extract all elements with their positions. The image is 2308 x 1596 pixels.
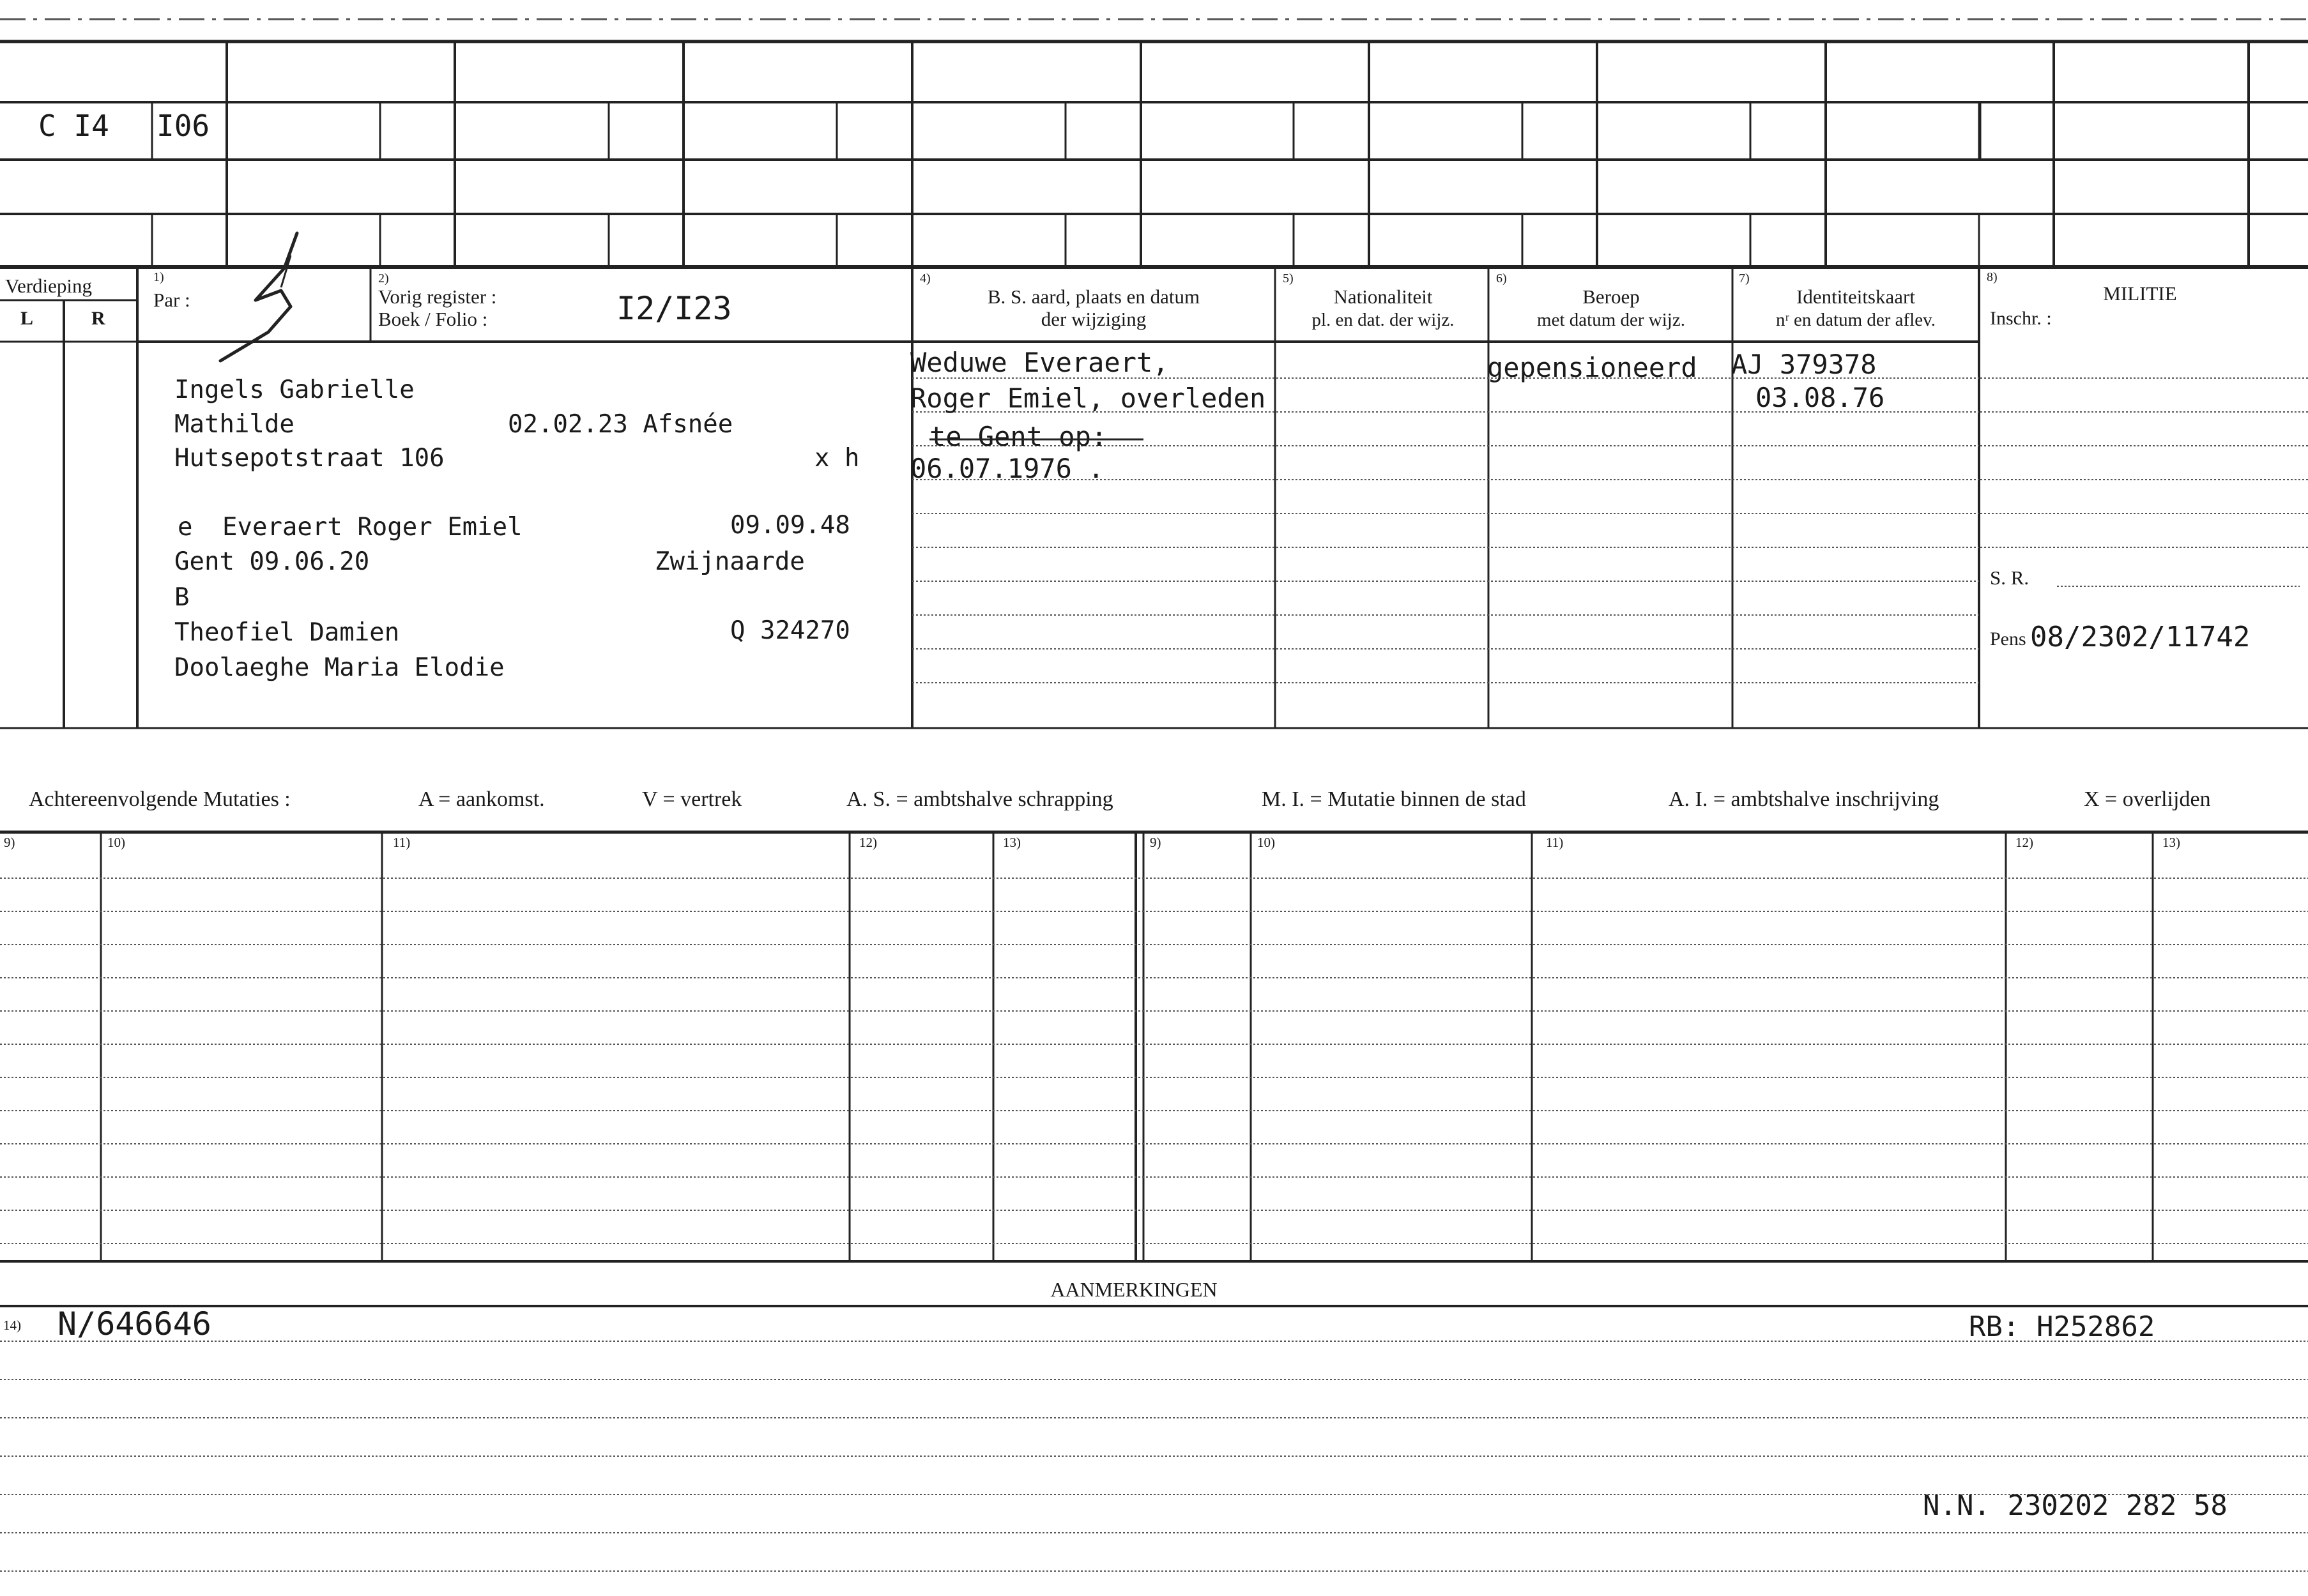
mutation-col-headers <box>4 835 2180 850</box>
marriage-date: 09.09.48 <box>730 511 850 540</box>
beroep-header-2: met datum der wijz. <box>1537 310 1685 330</box>
remarks-title: AANMERKINGEN <box>1050 1278 1218 1301</box>
mutation-col-13: 13) <box>1003 835 1021 850</box>
legend-as: A. S. = ambtshalve schrapping <box>846 787 1113 811</box>
remarks-reference: N/646646 <box>57 1305 211 1342</box>
mutation-col-12b: 12) <box>2015 835 2033 850</box>
person-address: Hutsepotstraat 106 <box>174 444 445 473</box>
id-card-number: AJ 379378 <box>1731 349 1877 380</box>
legend-ai: A. I. = ambtshalve inschrijving <box>1669 787 1939 811</box>
mother-name: Doolaeghe Maria Elodie <box>174 653 505 682</box>
nationaliteit-header-1: Nationaliteit <box>1333 285 1433 308</box>
id-card-date: 03.08.76 <box>1755 382 1885 413</box>
top-grid <box>0 42 2308 267</box>
remark-rules <box>0 1341 2308 1571</box>
note-7: 7) <box>1739 271 1750 285</box>
letter-b: B <box>174 583 190 612</box>
mutation-legend <box>29 787 2211 811</box>
person-mark: x h <box>814 444 860 473</box>
person-name-2: Mathilde <box>174 410 294 439</box>
legend-v: V = vertrek <box>642 787 742 811</box>
spouse-name: Everaert Roger Emiel <box>222 513 523 542</box>
bs-entry-1: Weduwe Everaert, <box>910 347 1169 378</box>
card-number: I06 <box>157 109 210 143</box>
legend-x: X = overlijden <box>2084 787 2211 811</box>
person-block <box>174 376 859 682</box>
inschr-label: Inschr. : <box>1990 308 2052 329</box>
remarks-nn: N.N. 230202 282 58 <box>1923 1489 2228 1522</box>
col-l-label: L <box>20 308 34 329</box>
bs-entry-3: te Gent op: <box>929 421 1108 452</box>
person-birth: 02.02.23 Afsnée <box>508 410 733 439</box>
card-code: C I4 <box>38 109 109 143</box>
mutation-col-9b: 9) <box>1150 835 1161 850</box>
remarks-note-14: 14) <box>3 1318 21 1333</box>
spouse-prefix: e <box>178 513 193 542</box>
note-6: 6) <box>1496 271 1507 285</box>
nationaliteit-header-2: pl. en dat. der wijz. <box>1311 310 1455 330</box>
mutation-col-10: 10) <box>107 835 125 850</box>
beroep-entry: gepensioneerd <box>1487 352 1697 383</box>
person-name-1: Ingels Gabrielle <box>174 376 415 404</box>
id-header-1: Identiteitskaart <box>1796 285 1915 308</box>
bs-header-1: B. S. aard, plaats en datum <box>987 285 1200 308</box>
boek-folio-label: Boek / Folio : <box>378 308 488 330</box>
col-r-label: R <box>91 308 105 329</box>
mutation-table <box>0 832 2308 1261</box>
beroep-header-1: Beroep <box>1582 285 1640 308</box>
note-8: 8) <box>1987 270 1998 284</box>
legend-mi: M. I. = Mutatie binnen de stad <box>1262 787 1526 811</box>
marriage-place: Zwijnaarde <box>655 547 805 576</box>
father-name: Theofiel Damien <box>174 618 400 647</box>
mutation-col-10b: 10) <box>1257 835 1275 850</box>
militie-header: MILITIE <box>2103 282 2177 305</box>
mutation-col-11b: 11) <box>1546 835 1564 850</box>
spouse-birth: Gent 09.06.20 <box>174 547 370 576</box>
verdieping-label: Verdieping <box>5 275 93 297</box>
note-5: 5) <box>1283 271 1294 285</box>
mutation-col-13b: 13) <box>2162 835 2180 850</box>
note-2: 2) <box>378 271 389 285</box>
note-4: 4) <box>920 271 931 285</box>
vorig-register-label: Vorig register : <box>378 285 497 308</box>
remarks-rb: RB: H252862 <box>1969 1311 2155 1343</box>
id-header-2: nʳ en datum der aflev. <box>1775 310 1936 330</box>
legend-a: A = aankomst. <box>418 787 545 811</box>
register-value: I2/I23 <box>616 290 732 327</box>
mutation-col-11: 11) <box>393 835 411 850</box>
sr-label: S. R. <box>1990 566 2029 589</box>
mutation-col-12: 12) <box>859 835 877 850</box>
mutation-rules <box>0 878 2308 1243</box>
bs-header-2: der wijziging <box>1041 308 1147 330</box>
mutation-col-9: 9) <box>4 835 15 850</box>
note-1: 1) <box>153 270 164 284</box>
bs-entry-4: 06.07.1976 . <box>910 453 1104 484</box>
par-label: Par : <box>153 289 190 311</box>
reference-number: Q 324270 <box>730 616 850 645</box>
pens-value: 08/2302/11742 <box>2030 621 2251 653</box>
legend-title: Achtereenvolgende Mutaties : <box>29 787 291 811</box>
bs-entry-2: Roger Emiel, overleden <box>910 383 1266 414</box>
pens-label: Pens <box>1990 628 2026 650</box>
